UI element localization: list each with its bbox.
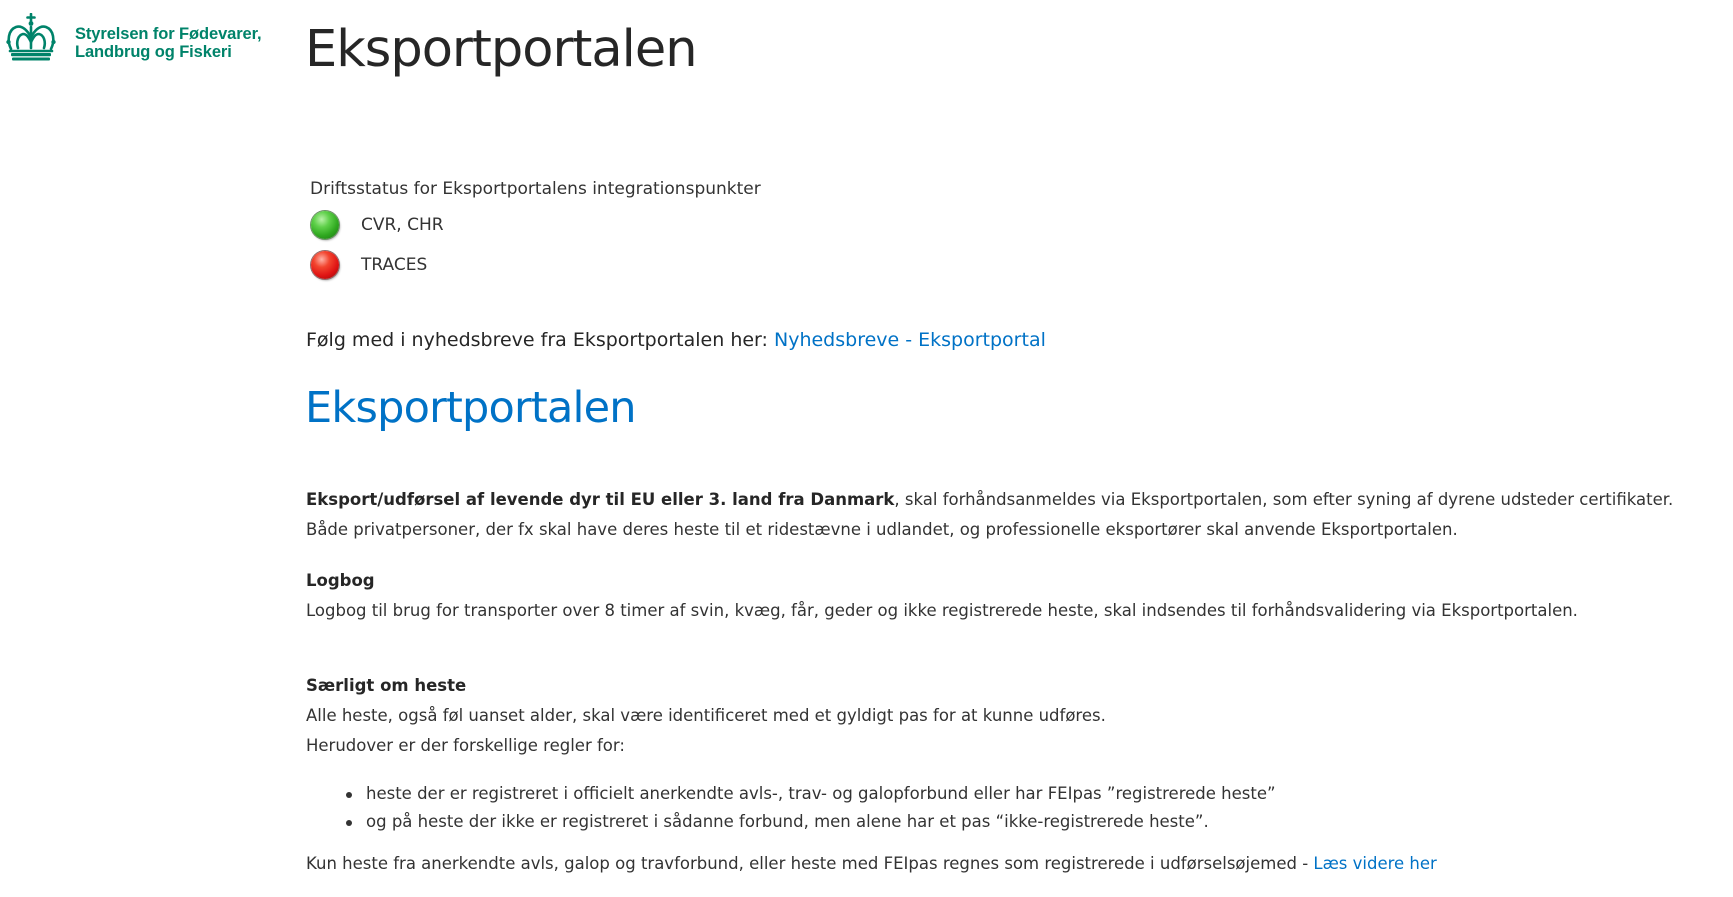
intro-paragraph-line2: Både privatpersoner, der fx skal have deres heste til et ridestævne i udlandet, og professionelle eksportører skal anvende Eksportportalen. — [306, 520, 1458, 539]
crown-icon — [5, 13, 57, 61]
read-more-link[interactable]: Læs videre her — [1313, 854, 1437, 873]
newsletter-notice — [306, 326, 1046, 354]
main-content — [306, 485, 1726, 873]
status-heading: Driftsstatus for Eksportportalens integrationspunkter — [310, 179, 761, 199]
agency-name-line2: Landbrug og Fiskeri — [75, 43, 232, 61]
registered-horses-note — [306, 849, 1437, 879]
list-item: og på heste der ikke er registreret i sådanne forbund, men alene har et pas “ikke-registrerede heste”. — [306, 808, 1276, 836]
site-title: Eksportportalen — [305, 20, 697, 79]
logbog-text: Logbog til brug for transporter over 8 timer af svin, kvæg, får, geder og ikke registrerede heste, skal indsendes til forhåndsvalidering via Eksportportalen. — [306, 601, 1578, 620]
agency-logo[interactable] — [5, 13, 280, 63]
status-ok-indicator-icon — [311, 211, 339, 239]
intro-bold-text: Eksport/udførsel af levende dyr til EU eller 3. land fra Danmark — [306, 490, 895, 509]
newsletter-text: Følg med i nyhedsbreve fra Eksportportalen her: — [306, 329, 768, 351]
horses-text-line1: Alle heste, også føl uanset alder, skal være identificeret med et gyldigt pas for at kunne udføres. — [306, 706, 1106, 725]
agency-name — [75, 25, 262, 61]
logbog-section — [306, 566, 1578, 626]
operational-status-panel — [310, 177, 1210, 286]
horses-heading: Særligt om heste — [306, 676, 467, 695]
intro-text: , skal forhåndsanmeldes via Eksportportalen, som efter syning af dyrene udsteder certifikater. — [894, 490, 1674, 509]
intro-paragraph — [306, 485, 1726, 515]
logbog-heading: Logbog — [306, 571, 375, 590]
status-item-cvr-chr — [310, 206, 1210, 246]
status-item-label: TRACES — [361, 255, 428, 275]
list-item: heste der er registreret i officielt anerkendte avls-, trav- og galopforbund eller har FEIpas ”registrerede heste” — [306, 780, 1276, 808]
section-title: Eksportportalen — [305, 383, 636, 433]
registered-horses-text: Kun heste fra anerkendte avls, galop og travforbund, eller heste med FEIpas regnes som registrerede i udførselsøjemed - — [306, 854, 1314, 873]
status-error-indicator-icon — [311, 251, 339, 279]
horses-section — [306, 671, 1106, 761]
status-item-traces — [310, 246, 1210, 286]
horse-rules-list — [306, 780, 1276, 836]
horses-text-line2: Herudover er der forskellige regler for: — [306, 736, 625, 755]
newsletter-link[interactable]: Nyhedsbreve - Eksportportal — [773, 329, 1046, 351]
agency-name-line1: Styrelsen for Fødevarer, — [75, 25, 262, 43]
status-item-label: CVR, CHR — [361, 215, 444, 235]
